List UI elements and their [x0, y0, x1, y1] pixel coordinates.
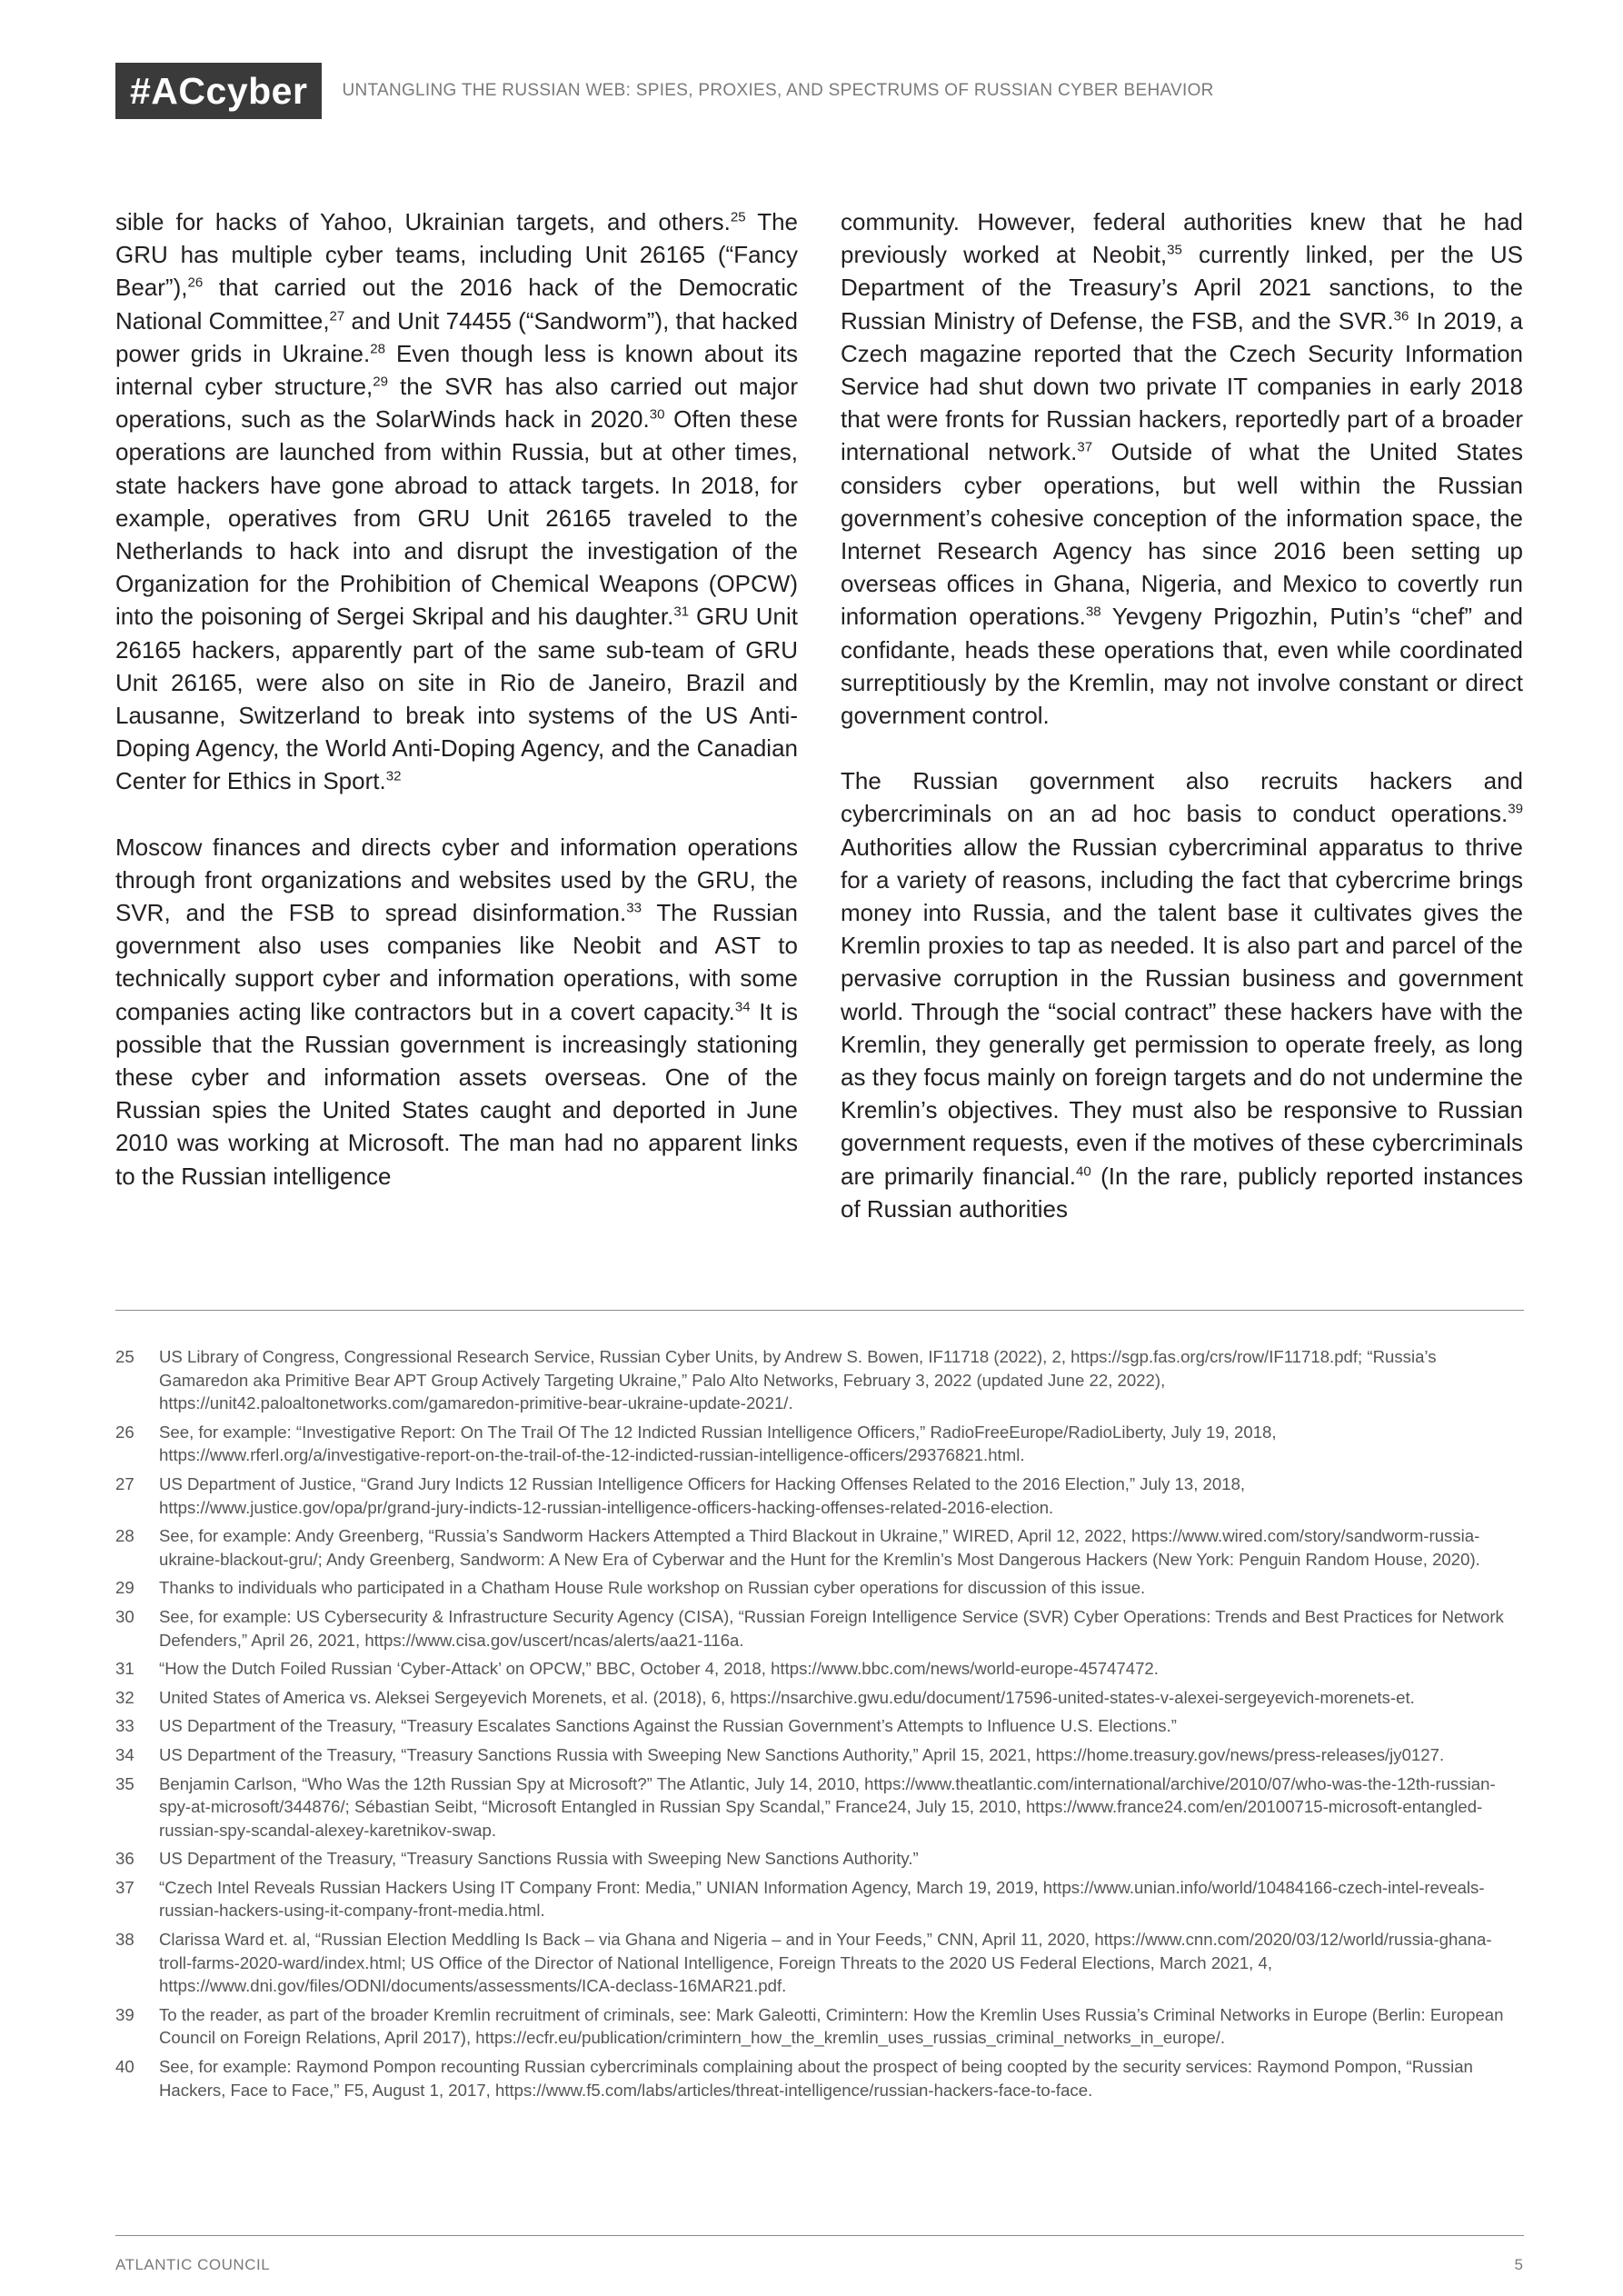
- footnote-text: “Czech Intel Reveals Russian Hackers Using IT Company Front: Media,” UNIAN Information Agency, March 19, 2019, https://www.unian.info/world/10484166-czech-intel-reveals-russian-hackers-using-it-company-front-media.html.: [159, 1877, 1485, 1921]
- footnote: [115, 1421, 1524, 1467]
- footnote: [115, 1472, 1524, 1519]
- footnote-ref: 30: [649, 406, 665, 423]
- page-header: [115, 63, 1214, 119]
- footnote-ref: 40: [1076, 1163, 1091, 1180]
- left-column: [115, 205, 798, 1193]
- footnote-text: “How the Dutch Foiled Russian ‘Cyber-Attack’ on OPCW,” BBC, October 4, 2018, https://www.bbc.com/news/world-europe-45747472.: [159, 1659, 1159, 1679]
- text-run: Even though less is known about its internal cyber structure,: [115, 339, 798, 401]
- footer-divider: [115, 2235, 1524, 2236]
- footnote-number: 34: [115, 1744, 134, 1764]
- text-run: Often these operations are launched from within Russia, but at other times, state hackers have gone abroad to attack targets. In 2018, for example, operatives from GRU Unit 26165 traveled to the Netherlands to hack into and disrupt the investigation of the Organization for the Prohibition of Chemical Weapons (OPCW) into the poisoning of Sergei Skripal and his daughter.: [115, 405, 798, 631]
- text-run: Authorities allow the Russian cybercriminal apparatus to thrive for a variety of reasons, including the fact that cybercrime brings money into Russia, and the talent base it cultivates gives the Kremlin proxies to tap as needed. It is also part and parcel of the pervasive corruption in the Russian business and government world. Through the “social contract” these hackers have with the Kremlin, they generally get permission to operate freely, as long as they focus mainly on foreign targets and do not undermine the Kremlin’s objectives. They must also be responsive to Russian government requests, even if the motives of these cybercriminals are primarily financial.: [841, 833, 1523, 1190]
- footnote-number: 29: [115, 1578, 134, 1598]
- footnote-text: US Department of the Treasury, “Treasury Sanctions Russia with Sweeping New Sanctions Authority.”: [159, 1849, 919, 1869]
- text-run: that carried out the 2016 hack of the Democratic National Committee,: [115, 274, 798, 334]
- footnotes: [115, 1345, 1524, 2107]
- text-run: GRU Unit 26165 hackers, apparently part of the same sub-team of GRU Unit 26165, were also on site in Rio de Janeiro, Brazil and Lausanne, Switzerland to break into systems of the US Anti-Doping Agency, the World Anti-Doping Agency, and the Canadian Center for Ethics in Sport.: [115, 603, 798, 795]
- footnote-ref: 25: [730, 209, 746, 225]
- footnote: [115, 1345, 1524, 1415]
- footnote-number: 33: [115, 1716, 134, 1736]
- text-run: community. However, federal authorities knew that he had previously worked at Neobit,: [841, 208, 1523, 269]
- text-run: In 2019, a Czech magazine reported that the Czech Security Information Service had shut down two private IT companies in early 2018 that were fronts for Russian hackers, reportedly part of a broader international network.: [841, 306, 1523, 466]
- footnote-text: See, for example: Raymond Pompon recounting Russian cybercriminals complaining about the prospect of being coopted by the security services: Raymond Pompon, “Russian Hackers, Face to Face,” F5, August 1, 2017, https://www.f5.com/labs/articles/threat-intelligence/russian-hackers-face-to-face.: [159, 2057, 1473, 2100]
- text-run: currently linked, per the US Department of the Treasury’s April 2021 sanctions, to the Russian Ministry of Defense, the FSB, and the SVR.: [841, 241, 1523, 334]
- footnote: [115, 1847, 1524, 1871]
- footnote-number: 40: [115, 2057, 134, 2077]
- footnote-number: 31: [115, 1659, 134, 1679]
- footnote-divider: [115, 1310, 1524, 1311]
- footnote-ref: 38: [1085, 604, 1101, 620]
- page-number: 5: [1514, 2256, 1523, 2273]
- footnote: [115, 1772, 1524, 1842]
- footnote: [115, 1743, 1524, 1767]
- footnote-text: US Library of Congress, Congressional Research Service, Russian Cyber Units, by Andrew S. Bowen, IF11718 (2022), 2, https://sgp.fas.org/crs/row/IF11718.pdf; “Russia’s Gamaredon aka Primitive Bear APT Group Actively Targeting Ukraine,” Palo Alto Networks, February 3, 2022 (updated June 22, 2022), https://unit42.paloaltonetworks.com/gamaredon-primitive-bear-ukraine-update-2021/.: [159, 1347, 1437, 1413]
- footnote-ref: 37: [1077, 439, 1093, 455]
- footnote-number: 39: [115, 2004, 134, 2024]
- footnote-number: 26: [115, 1422, 134, 1442]
- footnote: [115, 2003, 1524, 2050]
- footnote-ref: 28: [370, 341, 385, 357]
- footnote-ref: 34: [734, 999, 751, 1015]
- footnote-number: 37: [115, 1877, 134, 1897]
- footnote-text: See, for example: US Cybersecurity & Infrastructure Security Agency (CISA), “Russian Foreign Intelligence Service (SVR) Cyber Operations: Trends and Best Practices for Network Defenders,” April 26, 2021, https://www.cisa.gov/uscert/ncas/alerts/aa21-116a.: [159, 1606, 1504, 1650]
- footnote-number: 38: [115, 1930, 134, 1950]
- brand-logo: #ACcyber: [115, 63, 322, 119]
- footnote-ref: 36: [1393, 307, 1409, 324]
- footnote-number: 35: [115, 1773, 134, 1793]
- report-title: UNTANGLING THE RUSSIAN WEB: SPIES, PROXIES, AND SPECTRUMS OF RUSSIAN CYBER BEHAVIOR: [342, 81, 1214, 100]
- body-paragraph: [115, 831, 798, 1193]
- footnote-number: 27: [115, 1473, 134, 1493]
- footnote-text: To the reader, as part of the broader Kremlin recruitment of criminals, see: Mark Galeotti, Crimintern: How the Kremlin Uses Russia’s Criminal Networks in Europe (Berlin: European Council on Foreign Relations, April 2017), https://ecfr.eu/publication/crimintern_how_the_kremlin_uses_russias_criminal_networks_in_europe/.: [159, 2004, 1504, 2048]
- text-run: It is possible that the Russian government is increasingly stationing these cyber and information assets overseas. One of the Russian spies the United States caught and deported in June 2010 was working at Microsoft. The man had no apparent links to the Russian intelligence: [115, 997, 799, 1190]
- footnote: [115, 1714, 1524, 1738]
- right-column: [841, 205, 1523, 1225]
- footnote-ref: 33: [626, 900, 642, 916]
- text-run: The Russian government also recruits hackers and cybercriminals on an ad hoc basis to conduct operations.: [841, 767, 1523, 828]
- footnote: [115, 2055, 1524, 2101]
- publisher-name: ATLANTIC COUNCIL: [115, 2256, 271, 2273]
- text-run: Outside of what the United States considers cyber operations, but well within the Russian government’s cohesive conception of the information space, the Internet Research Agency has since 2016 been setting up overseas offices in Ghana, Nigeria, and Mexico to covertly run information operations.: [841, 438, 1523, 631]
- body-paragraph: [841, 205, 1523, 732]
- text-run: Yevgeny Prigozhin, Putin’s “chef” and confidante, heads these operations that, even while coordinated surreptitiously by the Kremlin, may not involve constant or direct government control.: [841, 603, 1523, 730]
- footnote-text: US Department of the Treasury, “Treasury Sanctions Russia with Sweeping New Sanctions Authority,” April 15, 2021, https://home.treasury.gov/news/press-releases/jy0127.: [159, 1744, 1445, 1764]
- footnote-number: 25: [115, 1347, 134, 1366]
- body-paragraph: [841, 764, 1523, 1225]
- text-run: The Russian government also uses companies like Neobit and AST to technically support cyber and information operations, with some companies acting like contractors but in a covert capacity.: [115, 899, 798, 1025]
- footnote-ref: 26: [187, 275, 204, 291]
- text-run: and Unit 74455 (“Sandworm”), that hacked power grids in Ukraine.: [115, 306, 798, 367]
- footnote-text: Benjamin Carlson, “Who Was the 12th Russian Spy at Microsoft?” The Atlantic, July 14, 2010, https://www.theatlantic.com/international/archive/2010/07/who-was-the-12th-russian-spy-at-microsoft/344876/; Sébastian Seibt, “Microsoft Entangled in Russian Spy Scandal,” France24, July 15, 2010, https://www.france24.com/en/20100715-microsoft-entangled-russian-spy-scandal-alexey-karetnikov-swap.: [159, 1773, 1496, 1840]
- footnote-text: See, for example: Andy Greenberg, “Russia’s Sandworm Hackers Attempted a Third Blackout in Ukraine,” WIRED, April 12, 2022, https://www.wired.com/story/sandworm-russia-ukraine-blackout-gru/; Andy Greenberg, Sandworm: A New Era of Cyberwar and the Hunt for the Kremlin’s Most Dangerous Hackers (New York: Penguin Random House, 2020).: [159, 1526, 1480, 1569]
- footnote: [115, 1686, 1524, 1710]
- footnote-text: United States of America vs. Aleksei Sergeyevich Morenets, et al. (2018), 6, https://nsarchive.gwu.edu/document/17596-united-states-v-alexei-sergeyevich-morenets-et.: [159, 1687, 1415, 1707]
- text-run: (In the rare, publicly reported instances of Russian authorities: [841, 1162, 1523, 1223]
- footnote-number: 28: [115, 1526, 134, 1546]
- footnote-ref: 27: [329, 307, 345, 324]
- footnote-text: Thanks to individuals who participated in a Chatham House Rule workshop on Russian cyber operations for discussion of this issue.: [159, 1578, 1146, 1598]
- text-run: Moscow finances and directs cyber and information operations through front organizations and websites used by the GRU, the SVR, and the FSB to spread disinformation.: [115, 833, 798, 927]
- footnote-ref: 35: [1167, 242, 1182, 258]
- footnote-ref: 31: [673, 604, 690, 620]
- footnote: [115, 1576, 1524, 1600]
- footnote: [115, 1605, 1524, 1652]
- footnote-text: Clarissa Ward et. al, “Russian Election Meddling Is Back – via Ghana and Nigeria – and in Your Feeds,” CNN, April 11, 2020, https://www.cnn.com/2020/03/12/world/russia-ghana-troll-farms-2020-ward/index.html; US Office of the Director of National Intelligence, Foreign Threats to the 2020 US Federal Elections, March 2021, 4, https://www.dni.gov/files/ODNI/documents/assessments/ICA-declass-16MAR21.pdf.: [159, 1930, 1492, 1996]
- text-run: the SVR has also carried out major operations, such as the SolarWinds hack in 2020.: [115, 373, 799, 434]
- footnote-ref: 39: [1508, 801, 1523, 817]
- body-paragraph: [115, 205, 798, 798]
- text-run: sible for hacks of Yahoo, Ukrainian targets, and others.: [115, 208, 731, 235]
- footnote-number: 32: [115, 1687, 134, 1707]
- footnote: [115, 1657, 1524, 1681]
- text-run: The GRU has multiple cyber teams, including Unit 26165 (“Fancy Bear”),: [115, 208, 798, 302]
- footnote-text: US Department of Justice, “Grand Jury Indicts 12 Russian Intelligence Officers for Hacking Offenses Related to the 2016 Election,” July 13, 2018, https://www.justice.gov/opa/pr/grand-jury-indicts-12-russian-intelligence-officers-hacking-offenses-related-2016-election.: [159, 1473, 1246, 1517]
- footnote: [115, 1876, 1524, 1922]
- footnote-number: 36: [115, 1849, 134, 1869]
- footnote-text: See, for example: “Investigative Report: On The Trail Of The 12 Indicted Russian Intelligence Officers,” RadioFreeEurope/RadioLiberty, July 19, 2018, https://www.rferl.org/a/investigative-report-on-the-trail-of-the-12-indicted-russian-intelligence-officers/29376821.html.: [159, 1422, 1277, 1465]
- footnote-ref: 32: [385, 768, 402, 784]
- footnote-ref: 29: [373, 374, 389, 390]
- footnote-number: 30: [115, 1606, 134, 1626]
- footnote-text: US Department of the Treasury, “Treasury Escalates Sanctions Against the Russian Government’s Attempts to Influence U.S. Elections.”: [159, 1716, 1177, 1736]
- footnote: [115, 1524, 1524, 1571]
- footnote: [115, 1928, 1524, 1998]
